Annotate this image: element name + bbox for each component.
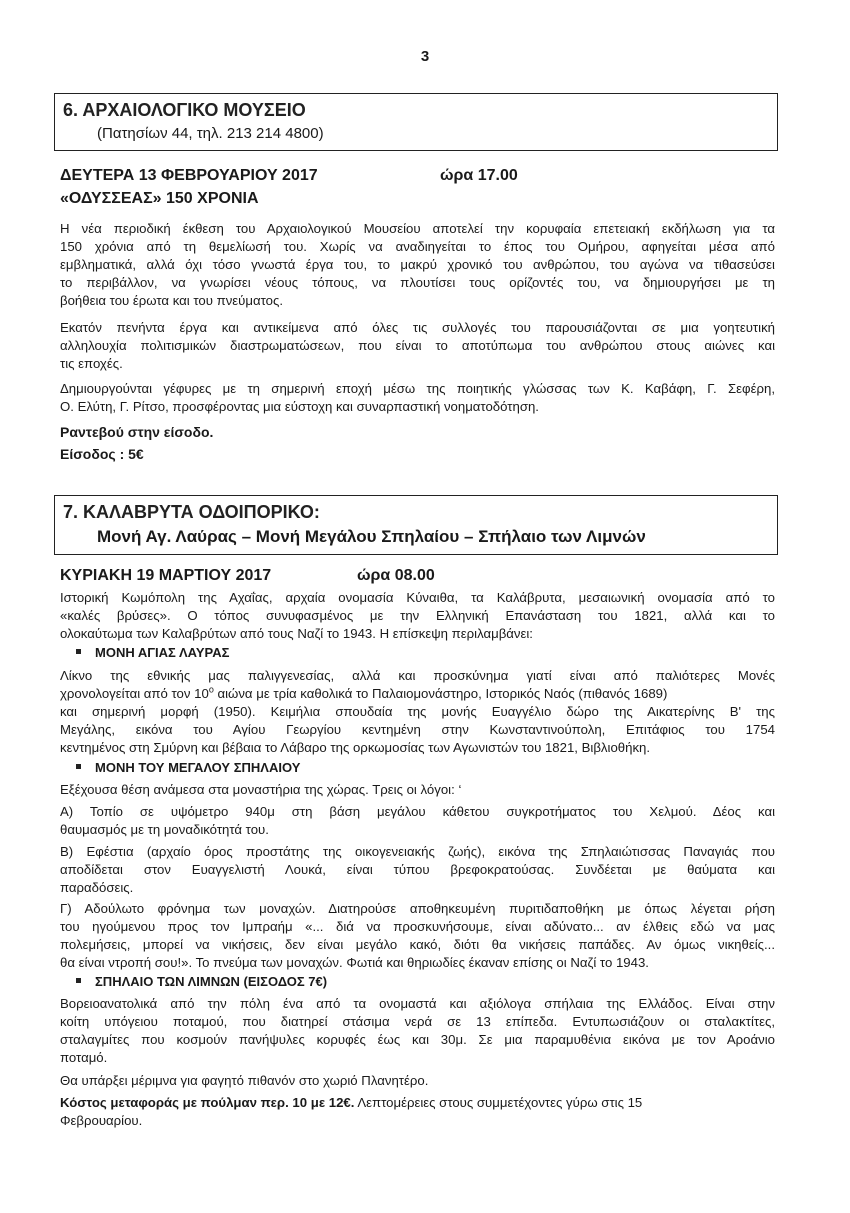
text-line: «καλές βρύσες». Ο τόπος συνυφασμένος με την Ελληνική Επανάσταση του 1821, αλλά και το [60, 608, 775, 623]
transport-cost [60, 1094, 775, 1111]
text-line: βοήθεια του έρωτα και του πνεύματος. [60, 293, 283, 308]
section6-event-title: «ΟΔΥΣΣΕΑΣ» 150 ΧΡΟΝΙΑ [60, 190, 259, 207]
section7-time: ώρα 08.00 [357, 567, 435, 584]
text-line: Η νέα περιοδική έκθεση του Αρχαιολογικού Μουσείου αποτελεί την κορυφαία επετειακή εκδήλωση για τα [60, 221, 775, 236]
text-line: Λίκνο της εθνικής μας παλιγγενεσίας, αλλά και προσκύνημα γιατί είναι από παλιότερες Μονές [60, 668, 775, 683]
section6-title: 6. ΑΡΧΑΙΟΛΟΓΙΚΟ ΜΟΥΣΕΙΟ [63, 100, 306, 120]
text-span: αιώνα με τρία καθολικά το Παλαιομονάστηρο, Ιστορικός Ναός (πιθανός 1689) [213, 686, 668, 701]
text-line: σταλαγμίτες που κοσμούν πανήψυλες κορυφές έως και 30μ. Σε μια παραμυθένια εικόνα με τον Αροάνιο [60, 1032, 775, 1047]
text-line: Εκατόν πενήντα έργα και αντικείμενα από όλες τις συλλογές του παρουσιάζονται σε μια γοητευτική [60, 320, 775, 335]
text-line: πολεμήσεις, μπορεί να νικήσεις, δεν είναι μεγάλο κακό, διότι θα νικήσεις παπάδες. Αν όμως νικηθείς... [60, 937, 775, 952]
text-line: και σημερινή μορφή (1950). Κειμήλια σπουδαία της μονής Ευαγγέλιο δώρο της Αικατερίνης Β' της [60, 704, 775, 719]
bullet-square-icon [76, 978, 81, 983]
bullet-square-icon [76, 649, 81, 654]
text-line: το περιβάλλον, να γνωρίσει νέους τόπους, να πλουτίσει τους ορίζοντές του, να δημιουργήσει με τη [60, 275, 775, 290]
bullet-label: ΣΠΗΛΑΙΟ ΤΩΝ ΛΙΜΝΩΝ (ΕΙΣΟΔΟΣ 7€) [95, 974, 328, 989]
meeting-point: Ραντεβού στην είσοδο. [60, 424, 214, 440]
text-line: Α) Τοπίο σε υψόμετρο 940μ στη βάση μεγάλου κάθετου συγκροτήματος του Χελμού. Δέος και [60, 804, 775, 819]
section7-header-box [54, 495, 778, 555]
text-line: κοίτη υπόγειου ποταμού, που διατηρεί στάσιμα νερά σε 13 επίπεδα. Εντυπωσιάζουν οι σταλακτίτες, [60, 1014, 775, 1029]
bullet-square-icon [76, 764, 81, 769]
bullet-label: ΜΟΝΗ ΤΟΥ ΜΕΓΑΛΟΥ ΣΠΗΛΑΙΟΥ [95, 760, 301, 775]
text-span: χρονολογείται από τον 10 [60, 686, 209, 701]
bullet-label: ΜΟΝΗ ΑΓΙΑΣ ΛΑΥΡΑΣ [95, 645, 230, 660]
text-line: 150 χρόνια από τη θεμελίωσή του. Χωρίς να αναδιηγείται το έπος του Ομήρου, αφηγείται μέσα από [60, 239, 775, 254]
text-line: θα είναι ντροπή σου!». Το πνεύμα των μοναχών. Φωτιά και θηριωδίες έκαναν επίσης οι Ναζί το 1943. [60, 955, 649, 970]
text-line: αποδίδεται στον Ευαγγελιστή Λουκά, είναι τύπου βρεφοκρατούσας. Συνδέεται με θαύματα και [60, 862, 775, 877]
section7-date: ΚΥΡΙΑΚΗ 19 ΜΑΡΤΙΟΥ 2017 [60, 567, 272, 584]
text-line: Βορειοανατολικά από την πόλη ένα από τα ονομαστά και αξιόλογα σπήλαια της Ελλάδος. Είναι στην [60, 996, 775, 1011]
text-line: Δημιουργούνται γέφυρες με τη σημερινή εποχή μέσω της ποιητικής γλώσσας των Κ. Καβάφη, Γ. Σεφέρη, [60, 381, 775, 396]
text-line: Φεβρουαρίου. [60, 1113, 143, 1128]
text-line: εμβληματικά, αλλά όχι τόσο γνωστά έργα του, το μακρύ χρονικό του ανθρώπου, του αγώνα να τιθασεύσει [60, 257, 775, 272]
section7-route: Μονή Αγ. Λαύρας – Μονή Μεγάλου Σπηλαίου – Σπήλαιο των Λιμνών [97, 527, 646, 546]
text-line: του ηγούμενου προς τον Ιμπραήμ «... διά να προσκυνήσουμε, είναι αδύνατο... αν έλθεις εδώ να μας [60, 919, 775, 934]
text-line: Ιστορική Κωμόπολη της Αχαΐας, αρχαία ονομασία Κύναιθα, τα Καλάβρυτα, μεσαιωνική ονομασία από το [60, 590, 775, 605]
text-line: κεντημένος στη Σμύρνη και βέβαια το Λάβαρο της ορκωμοσίας των Αγωνιστών του 1821, Βιβλιοθήκη. [60, 740, 651, 755]
entry-fee: Είσοδος : 5€ [60, 446, 144, 462]
text-line: Ο. Ελύτη, Γ. Ρίτσο, προσφέροντας μια εύστοχη και συναρπαστική νοηματοδότηση. [60, 399, 539, 414]
text-line: θαυμασμός με τη μοναδικότητά του. [60, 822, 269, 837]
text-line: Β) Εφέστια (αρχαίο όρος προστάτης της οικογενειακής ζωής), εικόνα της Σπηλαιώτισσας Παναγιάς που [60, 844, 775, 859]
text-line: παραδόσεις. [60, 880, 134, 895]
page-number: 3 [420, 48, 430, 65]
text-line: τις εποχές. [60, 356, 123, 371]
text-line: ολοκαύτωμα των Καλαβρύτων από τους Ναζί το 1943. Η επίσκεψη περιλαμβάνει: [60, 626, 533, 641]
cost-details: Λεπτομέρειες στους συμμετέχοντες γύρω στις 15 [354, 1095, 643, 1110]
text-line: αλληλουχία πολιτισμικών διαστρωματώσεων, που είναι το αποτύπωμα του ανθρώπου στους αιώνες και [60, 338, 775, 353]
text-line: Γ) Αδούλωτο φρόνημα των μοναχών. Διατηρούσε αποθηκευμένη πυριτιδαποθήκη με όπως λέγεται ρήση [60, 901, 775, 916]
text-line [60, 685, 775, 702]
bullet-mega-spilaio [76, 760, 300, 775]
text-line: ποταμό. [60, 1050, 108, 1065]
bullet-spilaio-limnon [76, 974, 327, 989]
section6-address: (Πατησίων 44, τηλ. 213 214 4800) [97, 125, 324, 142]
section6-time: ώρα 17.00 [440, 167, 518, 184]
food-note: Θα υπάρξει μέριμνα για φαγητό πιθανόν στο χωριό Πλανητέρο. [60, 1073, 429, 1088]
section6-header-box [54, 93, 778, 151]
section6-date: ΔΕΥΤΕΡΑ 13 ΦΕΒΡΟΥΑΡΙΟΥ 2017 [60, 167, 318, 184]
cost-bold: Κόστος μεταφοράς με πούλμαν περ. 10 με 12€. [60, 1095, 355, 1110]
section7-title: 7. ΚΑΛΑΒΡΥΤΑ ΟΔΟΙΠΟΡΙΚΟ: [63, 502, 320, 522]
bullet-agia-lavra [76, 645, 229, 660]
text-line: Μεγάλης, εικόνα του Αγίου Γεωργίου κεντημένη στην Κωνσταντινούπολη, Επιτάφιος του 1754 [60, 722, 775, 737]
superscript: ο [208, 684, 214, 695]
text-line: Εξέχουσα θέση ανάμεσα στα μοναστήρια της χώρας. Τρεις οι λόγοι: ‘ [60, 782, 462, 797]
